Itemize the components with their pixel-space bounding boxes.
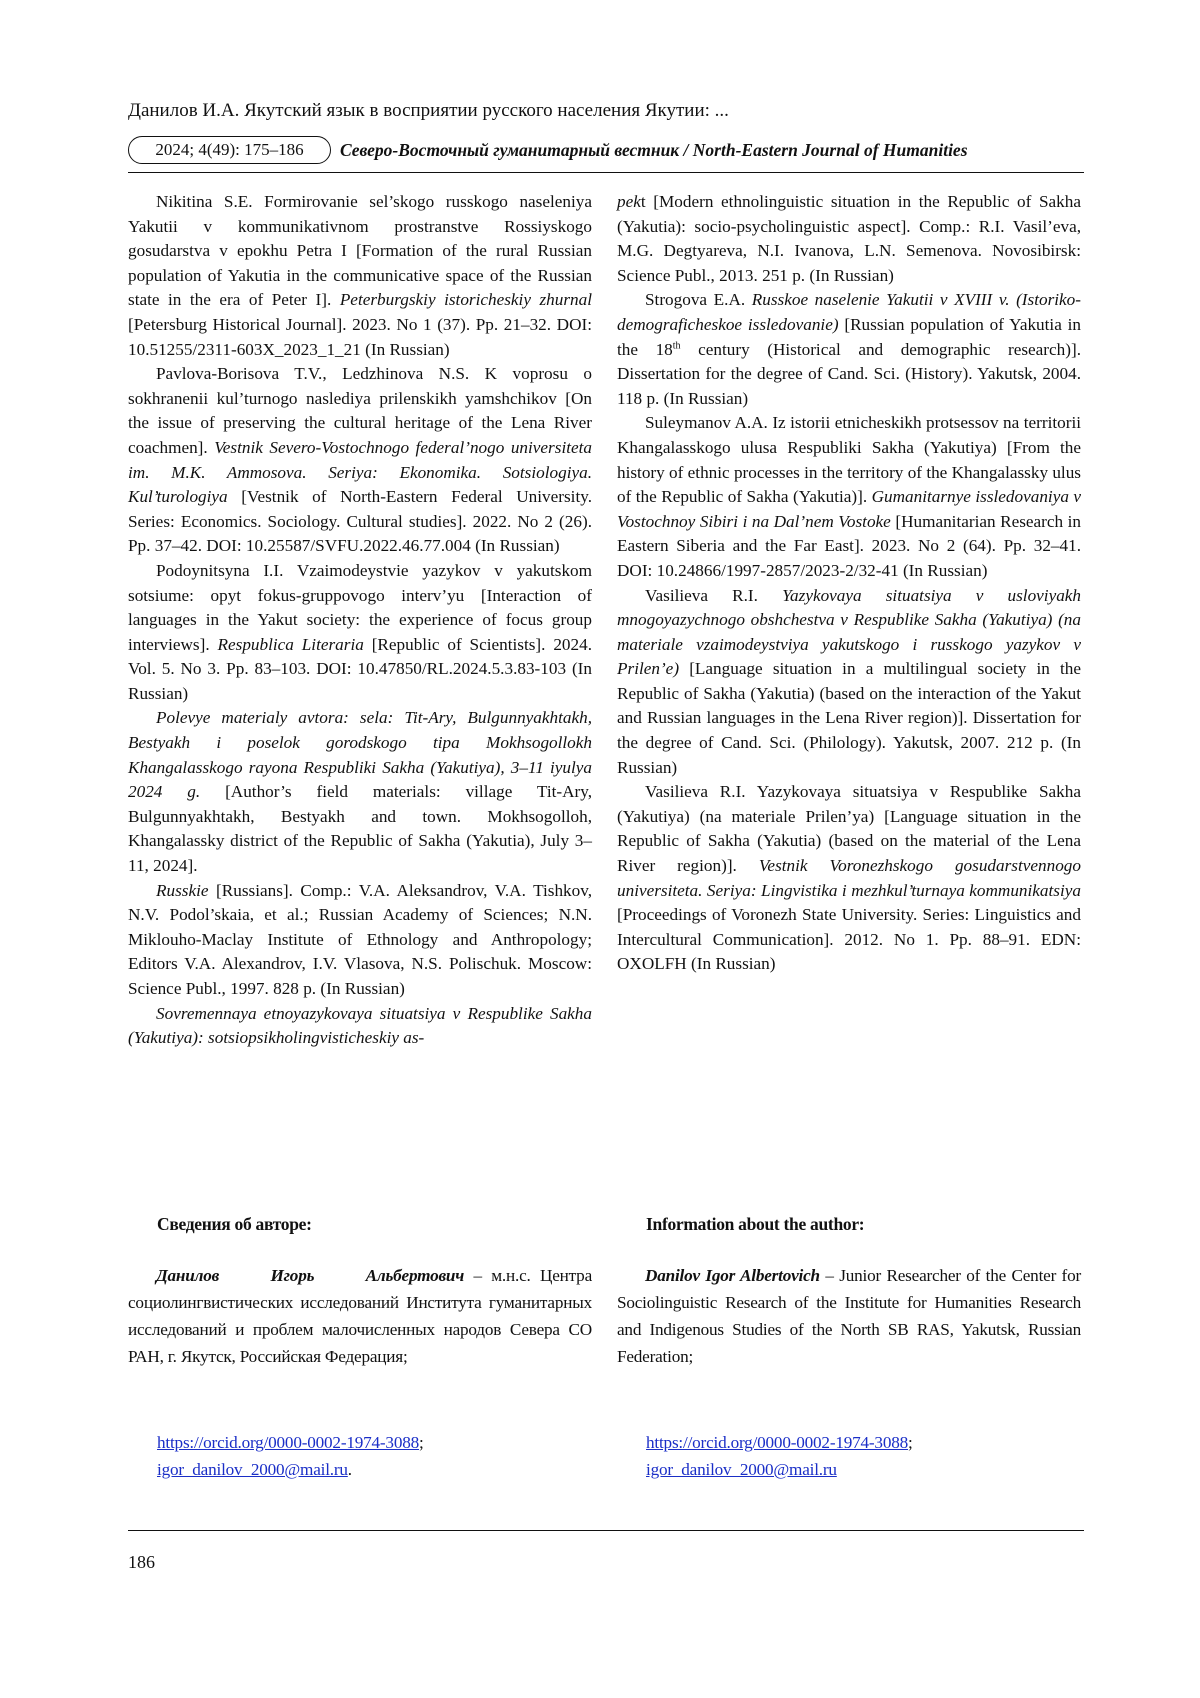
- author-description-ru: – м.н.с. Центра социолингвистических исследований Института гуманитарных исследований и проблем малочисленных народов Севера СО РАН, г. Якутск, Российская Федерация;: [128, 1266, 592, 1366]
- author-description-en: – Junior Researcher of the Center for Sociolinguistic Research of the Institute for Humanities Research and Indigenous Studies of the North SB RAS, Yakutsk, Russian Federation;: [617, 1266, 1082, 1366]
- journal-bar: [128, 136, 1084, 166]
- issue-badge: 2024; 4(49): 175–186: [128, 136, 331, 164]
- reference-item: Pavlova-Borisova T.V., Ledzhinova N.S. K voprosu o sokhranenii kul’turnogo naslediya prilenskikh yamshchikov [On the issue of preserving the cultural heritage of the Lena River coachmen]. Vestnik Severo-Vostochnogo federal’nogo universiteta im. M.K. Ammosova. Seriya: Ekonomika. Sotsiologiya. Kul’turologiya [Vestnik of North-Eastern Federal University. Series: Economics. Sociology. Cultural studies]. 2022. No 2 (26). Pp. 37–42. DOI: 10.25587/SVFU.2022.46.77.004 (In Russian): [128, 364, 592, 556]
- author-info-heading-ru: Сведения об авторе:: [157, 1214, 312, 1234]
- reference-item: Podoynitsyna I.I. Vzaimodeystvie yazykov v yakutskom sotsiume: opyt fokus-gruppovogo interv’yu [Interaction of languages in the Yakut society: the experience of focus group interviews]. Respublica Literaria [Republic of Scientists]. 2024. Vol. 5. No 3. Pp. 83–103. DOI: 10.47850/RL.2024.5.3.83-103 (In Russian): [128, 560, 592, 703]
- references-right-column: [617, 190, 1081, 977]
- reference-item: Vasilieva R.I. Yazykovaya situatsiya v Respublike Sakha (Yakutiya) (na materiale Prilen’ya) [Language situation in the Republic of Sakha (Yakutia) (based on the material of the Lena River region)]. Vestnik Voronezhskogo gosudarstvennogo universiteta. Seriya: Lingvistika i mezhkul’turnaya kommunikatsiya [Proceedings of Voronezh State University. Series: Linguistics and Intercultural Communication]. 2012. No 1. Pp. 88–91. EDN: OXOLFH (In Russian): [617, 782, 1081, 974]
- author-info-ru: [128, 1262, 592, 1370]
- email-link[interactable]: igor_danilov_2000@mail.ru: [157, 1460, 348, 1479]
- reference-item: Vasilieva R.I. Yazykovaya situatsiya v usloviyakh mnogoyazychnogo obshchestva v Respublike Sakha (Yakutiya) (na materiale vzaimodeystviya yakutskogo i russkogo yazykov v Prilen’e) [Language situation in a multilingual society in the Republic of Sakha (Yakutia) (based on the interaction of the Yakut and Russian languages in the Lena River region)]. Dissertation for the degree of Cand. Sci. (Philology). Yakutsk, 2007. 212 p. (In Russian): [617, 585, 1082, 777]
- header-divider: [128, 172, 1084, 173]
- references-left-column: [128, 190, 592, 1051]
- author-info-en: [617, 1262, 1081, 1370]
- email-link[interactable]: igor_danilov_2000@mail.ru: [646, 1460, 837, 1479]
- running-title: Данилов И.А. Якутский язык в восприятии русского населения Якутии: ...: [128, 100, 729, 121]
- orcid-link[interactable]: https://orcid.org/0000-0002-1974-3088: [646, 1433, 909, 1452]
- orcid-link[interactable]: https://orcid.org/0000-0002-1974-3088: [157, 1433, 420, 1452]
- author-name-en: Danilov Igor Albertovich: [645, 1266, 820, 1285]
- reference-item: Suleymanov A.A. Iz istorii etnicheskikh protsessov na territorii Khangalasskogo ulusa Respubliki Sakha (Yakutiya) [From the history of ethnic processes in the territory of the Khangalassky ulus of the Republic of Sakha (Yakutia)]. Gumanitarnye issledovaniya v Vostochnoy Sibiri i na Dal’nem Vostoke [Humanitarian Research in Eastern Siberia and the Far East]. 2023. No 2 (64). Pp. 32–41. DOI: 10.24866/1997-2857/2023-2/32-41 (In Russian): [617, 413, 1082, 580]
- reference-item: Nikitina S.E. Formirovanie sel’skogo russkogo naseleniya Yakutii v kommunikativnom prostranstve Rossiyskogo gosudarstva v epokhu Petra I [Formation of the rural Russian population of Yakutia in the communicative space of the Russian state in the era of Peter I]. Peterburgskiy istoricheskiy zhurnal [Petersburg Historical Journal]. 2023. No 1 (37). Pp. 21–32. DOI: 10.51255/2311-603X_2023_1_21 (In Russian): [128, 192, 593, 359]
- reference-item: Strogova E.A. Russkoe naselenie Yakutii v XVIII v. (Istoriko-demograficheskoe issledovanie) [Russian population of Yakutia in the 18th century (Historical and demographic research)]. Dissertation for the degree of Cand. Sci. (History). Yakutsk, 2004. 118 p. (In Russian): [617, 290, 1081, 408]
- footer-divider: [128, 1530, 1084, 1531]
- reference-item: Polevye materialy avtora: sela: Tit-Ary, Bulgunnyakhtakh, Bestyakh i poselok gorodskogo tipa Mokhsogollokh Khangalasskogo rayona Respubliki Sakha (Yakutiya), 3–11 iyulya 2024 g. [Author’s field materials: village Tit-Ary, Bulgunnyakhtakh, Bestyakh and town. Mokhsogolloh, Khangalassky district of the Republic of Sakha (Yakutia), July 3–11, 2024].: [128, 708, 593, 876]
- reference-item: Sovremennaya etnoyazykovaya situatsiya v Respublike Sakha (Yakutiya): sotsiopsikholingvisticheskiy as-: [128, 1003, 592, 1048]
- journal-name: Северо-Восточный гуманитарный вестник / North-Eastern Journal of Humanities: [340, 140, 968, 160]
- reference-item: Russkie [Russians]. Comp.: V.A. Aleksandrov, V.A. Tishkov, N.V. Podol’skaia, et al.; Russian Academy of Sciences; N.N. Miklouho-Maclay Institute of Ethnology and Anthropology; Editors V.A. Alexandrov, I.V. Vlasova, N.S. Polischuk. Moscow: Science Publ., 1997. 828 p. (In Russian): [128, 880, 592, 998]
- reference-item-continued: pekt [Modern ethnolinguistic situation in the Republic of Sakha (Yakutia): socio-psycholinguistic aspect]. Comp.: R.I. Vasil’eva, M.G. Degtyareva, N.I. Ivanova, L.N. Semenova. Novosibirsk: Science Publ., 2013. 251 p. (In Russian): [617, 192, 1081, 285]
- page-number: 186: [128, 1552, 155, 1572]
- author-name-ru: Данилов Игорь Альбертович: [156, 1266, 465, 1285]
- author-links-ru: https://orcid.org/0000-0002-1974-3088; igor_danilov_2000@mail.ru.: [157, 1433, 424, 1479]
- author-info-heading-en: Information about the author:: [646, 1214, 865, 1234]
- author-links-en: https://orcid.org/0000-0002-1974-3088; igor_danilov_2000@mail.ru: [646, 1433, 913, 1479]
